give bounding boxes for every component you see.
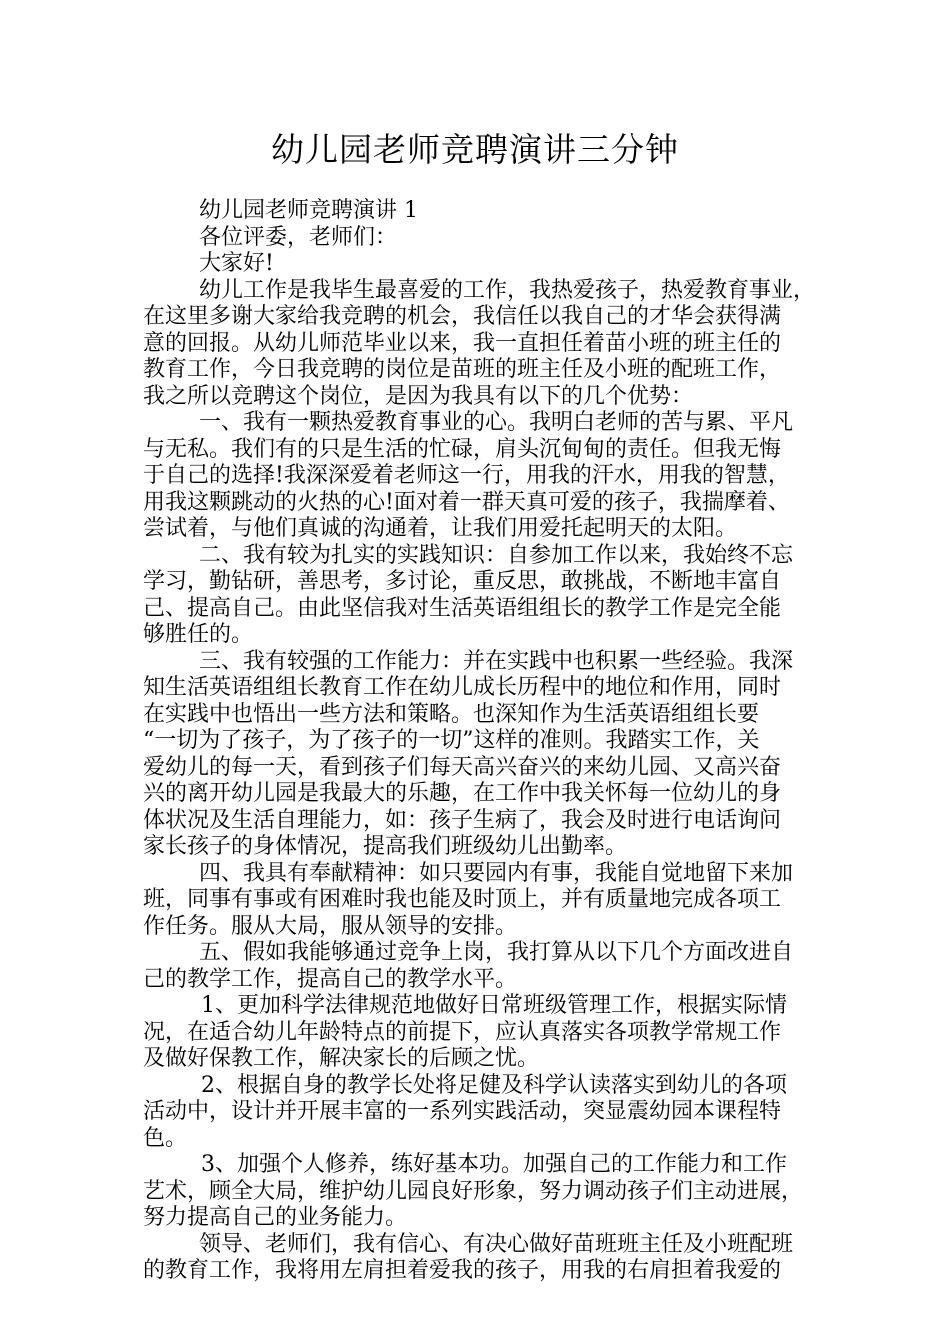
paragraph-line: 知生活英语组组长教育工作在幼儿成长历程中的地位和作用，同时: [143, 675, 782, 700]
paragraph-line: 艺术，顾全大局，维护幼儿园良好形象，努力调动孩子们主动进展，: [143, 1178, 804, 1204]
paragraph-line: 况，在适合幼儿年龄特点的前提下，应认真落实各项教学常规工作: [143, 1019, 782, 1045]
paragraph-line: 五、假如我能够通过竞争上岗，我打算从以下几个方面改进自: [199, 940, 794, 965]
paragraph-line: 兴的离开幼儿园是我最大的乐趣，在工作中我关怀每一位幼儿的身: [143, 781, 782, 806]
paragraph-line: 二、我有较为扎实的实践知识：自参加工作以来，我始终不忘: [199, 542, 794, 568]
paragraph-line: 己、提高自己。由此坚信我对生活英语组组长的教学工作是完全能: [143, 595, 782, 621]
paragraph-line: 3、加强个人修养，练好基本功。加强自己的工作能力和工作: [201, 1152, 787, 1177]
document-body: [143, 198, 816, 1285]
paragraph-line: 及做好保教工作，解决家长的后顾之忧。: [143, 1046, 540, 1071]
paragraph-line: 一、我有一颗热爱教育事业的心。我明白老师的苦与累、平凡: [199, 410, 794, 435]
paragraph-line: 爱幼儿的每一天，看到孩子们每天高兴奋兴的来幼儿园、又高兴奋: [143, 754, 782, 780]
paragraph-line: 学习，勤钻研，善思考，多讨论，重反思，敢挑战，不断地丰富自: [143, 569, 782, 594]
page-title: 幼儿园老师竞聘演讲三分钟: [271, 130, 679, 169]
greeting-line: 大家好!: [199, 251, 274, 276]
paragraph-line: 2、根据自身的教学长处将足健及科学认读落实到幼儿的各项: [201, 1072, 787, 1098]
paragraph-line: 的教育工作，我将用左肩担着爱我的孩子，用我的右肩担着我爱的: [143, 1258, 782, 1283]
paragraph-line: 尝试着，与他们真诚的沟通着，让我们用爱托起明天的太阳。: [143, 516, 738, 541]
paragraph-line: 于自己的选择!我深深爱着老师这一行，用我的汗水，用我的智慧，: [143, 463, 790, 488]
salutation-line: 各位评委，老师们：: [199, 224, 398, 250]
paragraph-line: 活动中，设计并开展丰富的一系列实践活动，突显震幼园本课程特: [143, 1099, 782, 1124]
paragraph-line: 四、我具有奉献精神：如只要园内有事，我能自觉地留下来加: [199, 860, 794, 886]
paragraph-line: 用我这颗跳动的火热的心!面对着一群天真可爱的孩子，我揣摩着、: [143, 489, 790, 515]
paragraph-line: 体状况及生活自理能力，如：孩子生病了，我会及时进行电话询问: [143, 807, 782, 833]
paragraph-line: 三、我有较强的工作能力：并在实践中也积累一些经验。我深: [199, 648, 794, 674]
paragraph-line: 色。: [143, 1125, 188, 1151]
paragraph-line: 我之所以竞聘这个岗位，是因为我具有以下的几个优势：: [143, 383, 694, 409]
paragraph-line: 意的回报。从幼儿师范毕业以来，我一直担任着苗小班的班主任的: [143, 330, 782, 356]
paragraph-line: 作任务。服从大局，服从领导的安排。: [143, 913, 518, 939]
paragraph-line: 在实践中也悟出一些方法和策略。也深知作为生活英语组组长要: [143, 701, 760, 727]
paragraph-line: 家长孩子的身体情况，提高我们班级幼儿出勤率。: [143, 834, 628, 859]
paragraph-line: 幼儿工作是我毕生最喜爱的工作，我热爱孩子，热爱教育事业，: [199, 277, 816, 303]
paragraph-line: 在这里多谢大家给我竞聘的机会，我信任以我自己的才华会获得满: [143, 304, 782, 329]
paragraph-line: 班，同事有事或有困难时我也能及时顶上，并有质量地完成各项工: [143, 887, 782, 912]
paragraph-line: 够胜任的。: [143, 622, 254, 647]
paragraph-line: 己的教学工作，提高自己的教学水平。: [143, 966, 518, 992]
paragraph-line: 教育工作，今日我竞聘的岗位是苗班的班主任及小班的配班工作，: [143, 357, 782, 382]
paragraph-line: “一切为了孩子，为了孩子的一切”这样的准则。我踏实工作，关: [143, 728, 760, 753]
paragraph-line: 努力提高自己的业务能力。: [143, 1205, 408, 1230]
paragraph-line: 1、更加科学法律规范地做好日常班级管理工作，根据实际情: [201, 993, 787, 1018]
subtitle-line: 幼儿园老师竞聘演讲 1: [199, 198, 418, 223]
paragraph-line: 与无私。我们有的只是生活的忙碌，肩头沉甸甸的责任。但我无悔: [143, 436, 782, 462]
paragraph-line: 领导、老师们，我有信心、有决心做好苗班班主任及小班配班: [199, 1231, 794, 1257]
